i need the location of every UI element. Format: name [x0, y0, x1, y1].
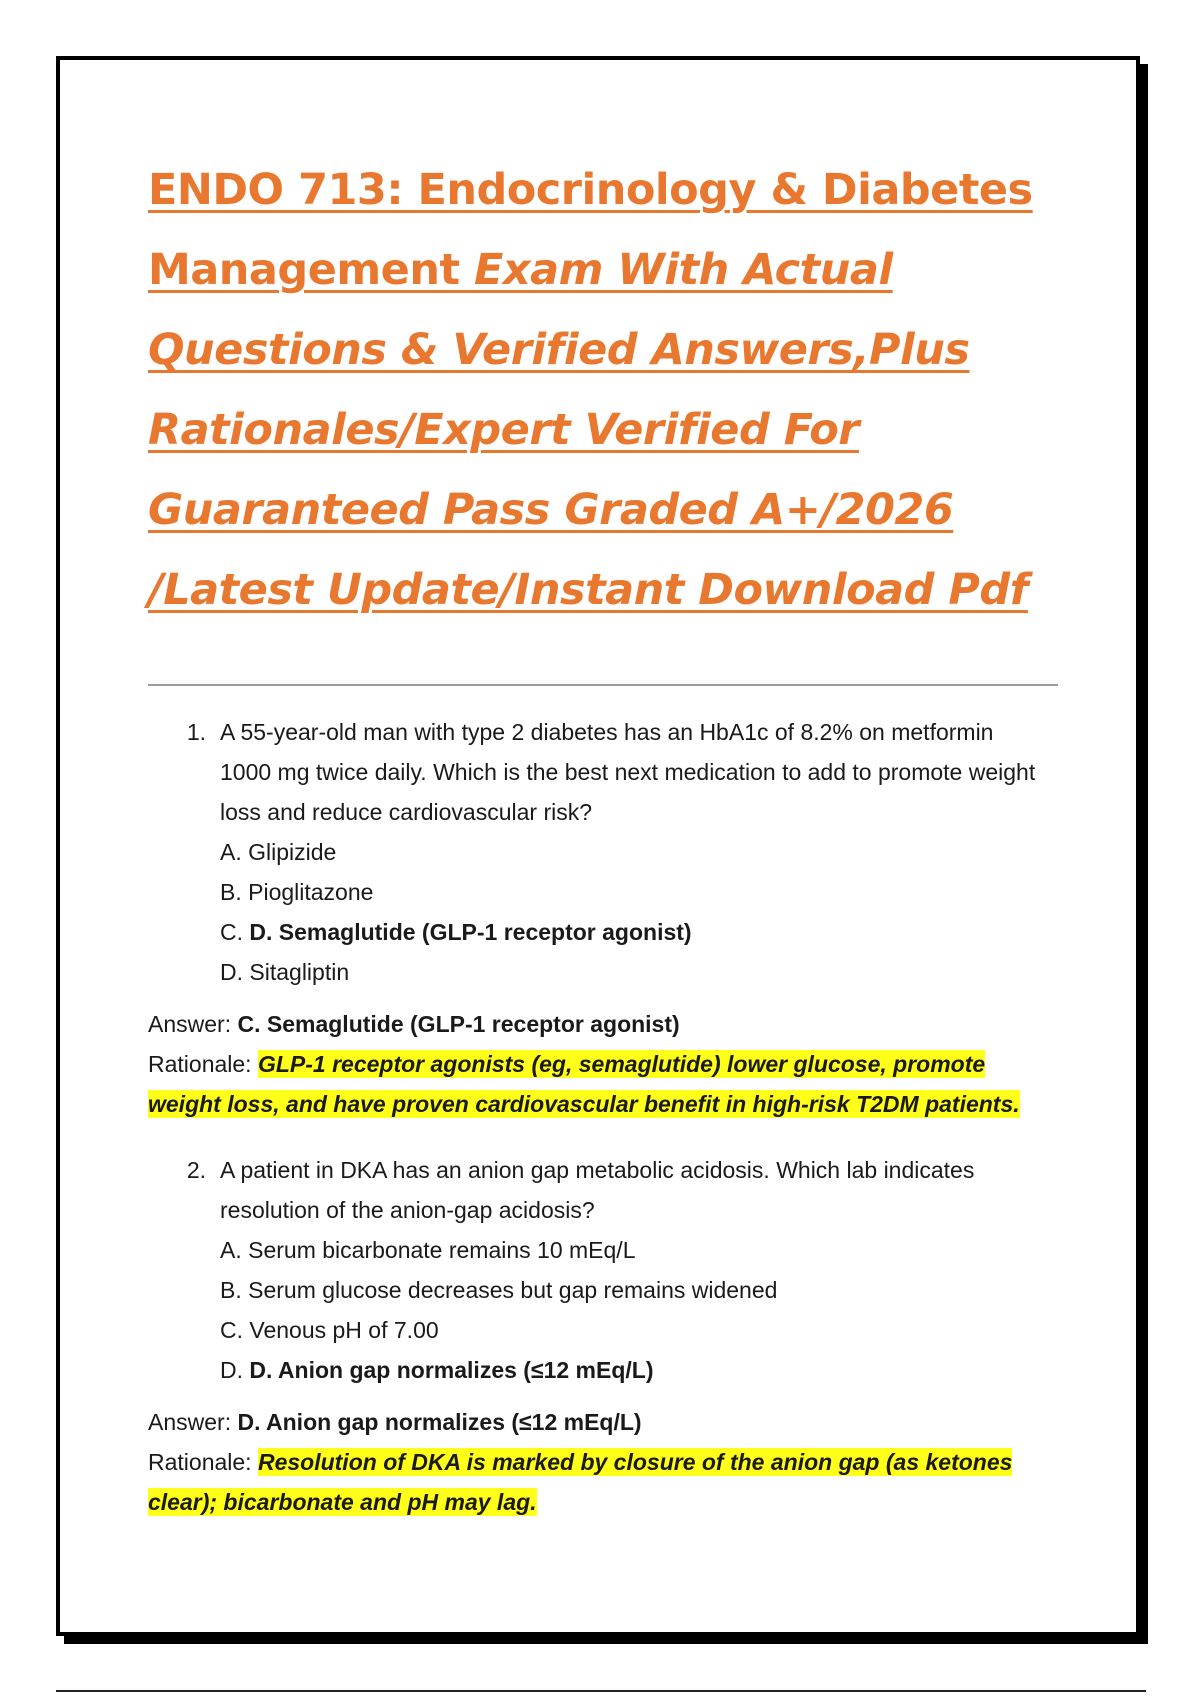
- option-b: B. Pioglitazone: [220, 879, 374, 905]
- question-number: 2.: [186, 1157, 206, 1183]
- question-2: [148, 1150, 1048, 1390]
- option-b: B. Serum glucose decreases but gap remains widened: [220, 1277, 778, 1303]
- title-line-2-italic: Exam With Actual: [474, 245, 893, 295]
- answer-block-1: [148, 1004, 1048, 1124]
- title-line-5: Guaranteed Pass Graded A+/2026: [148, 485, 954, 535]
- section-divider: [148, 684, 1058, 686]
- title-line-4: Rationales/Expert Verified For: [148, 405, 859, 455]
- question-stem: A 55-year-old man with type 2 diabetes has an HbA1c of 8.2% on metformin 1000 mg twice daily. Which is the best next medication to add to promote weight loss and reduce cardiovascular risk?: [220, 719, 1036, 825]
- page-frame: [56, 56, 1140, 1636]
- rationale-line: Rationale: Resolution of DKA is marked by closure of the anion gap (as ketones clear); bicarbonate and pH may lag.: [148, 1449, 1013, 1515]
- title-line-6: /Latest Update/Instant Download Pdf: [148, 565, 1028, 615]
- title-line-2: [148, 245, 893, 295]
- answer-line: Answer: C. Semaglutide (GLP-1 receptor agonist): [148, 1011, 680, 1037]
- rationale-highlight: GLP-1 receptor agonists (eg, semaglutide) lower glucose, promote weight loss, and have proven cardiovascular benefit in high-risk T2DM patients.: [148, 1051, 1020, 1117]
- rationale-highlight: Resolution of DKA is marked by closure of the anion gap (as ketones clear); bicarbonate and pH may lag.: [148, 1449, 1013, 1515]
- option-c: C. D. Semaglutide (GLP-1 receptor agonist): [220, 919, 692, 945]
- question-stem: A patient in DKA has an anion gap metabolic acidosis. Which lab indicates resolution of the anion-gap acidosis?: [220, 1157, 975, 1223]
- title-line-3: Questions & Verified Answers,Plus: [148, 325, 970, 375]
- title-line-1: ENDO 713: Endocrinology & Diabetes: [148, 165, 1033, 215]
- document-title: [148, 150, 1048, 630]
- question-number: 1.: [186, 719, 206, 745]
- next-page-edge: [56, 1690, 1146, 1692]
- answer-block-2: [148, 1402, 1048, 1522]
- option-c: C. Venous pH of 7.00: [220, 1317, 439, 1343]
- rationale-line: Rationale: GLP-1 receptor agonists (eg, semaglutide) lower glucose, promote weight loss, and have proven cardiovascular benefit in high-risk T2DM patients.: [148, 1051, 1020, 1117]
- answer-line: Answer: D. Anion gap normalizes (≤12 mEq/L): [148, 1409, 642, 1435]
- option-d: D. Sitagliptin: [220, 959, 350, 985]
- option-d: D. D. Anion gap normalizes (≤12 mEq/L): [220, 1357, 654, 1383]
- option-list: [220, 832, 1048, 992]
- option-a: A. Serum bicarbonate remains 10 mEq/L: [220, 1237, 636, 1263]
- document-content: [148, 150, 1048, 1522]
- title-line-2-normal: Management: [148, 245, 474, 295]
- question-1: [148, 712, 1048, 992]
- option-a: A. Glipizide: [220, 839, 337, 865]
- option-list: [220, 1230, 1048, 1390]
